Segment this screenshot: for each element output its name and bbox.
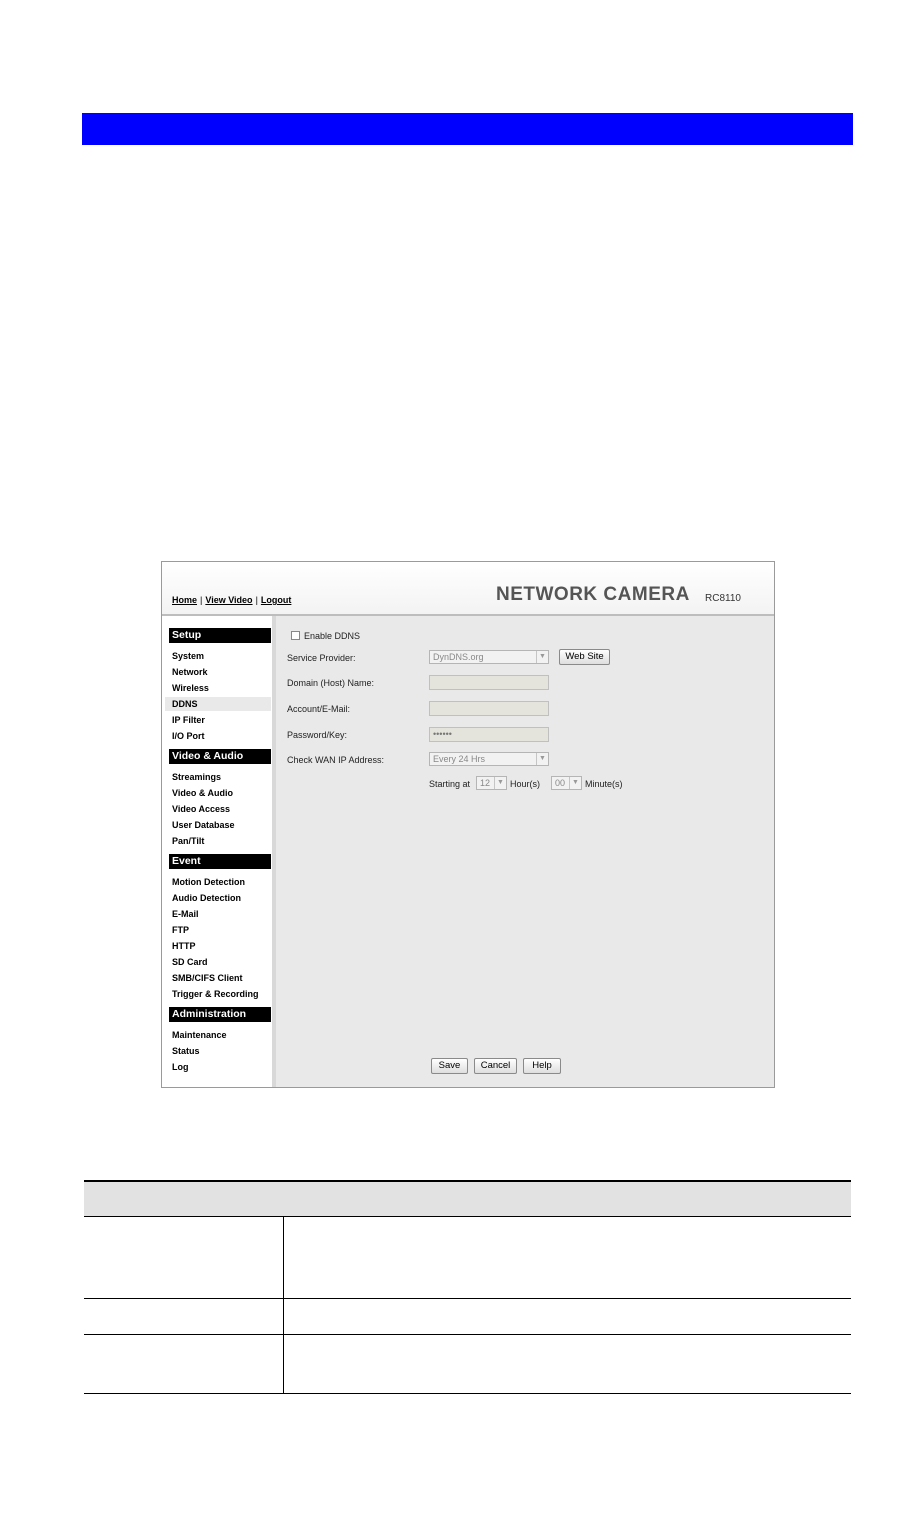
help-button[interactable]: Help [523, 1058, 561, 1074]
section-event: Event [169, 854, 271, 869]
account-email-label: Account/E-Mail: [287, 704, 351, 714]
nav-trigger-recording[interactable]: Trigger & Recording [172, 989, 259, 999]
nav-sd-card[interactable]: SD Card [172, 957, 208, 967]
check-wan-ip-value: Every 24 Hrs [433, 754, 486, 764]
nav-ddns[interactable]: DDNS [165, 697, 271, 711]
minute-value: 00 [555, 778, 566, 788]
service-provider-label: Service Provider: [287, 653, 356, 663]
domain-name-input[interactable] [429, 675, 549, 690]
nav-email[interactable]: E-Mail [172, 909, 199, 919]
password-key-input[interactable]: •••••• [429, 727, 549, 742]
starting-at-label: Starting at [429, 779, 471, 789]
hour-select[interactable] [476, 776, 507, 790]
brand-title: NETWORK CAMERA [496, 584, 690, 605]
cancel-button[interactable]: Cancel [474, 1058, 517, 1074]
service-provider-value: DynDNS.org [433, 652, 484, 662]
chevron-down-icon: ▼ [569, 777, 581, 789]
camera-header [162, 562, 774, 616]
hour-label: Hour(s) [510, 779, 541, 789]
enable-ddns-checkbox[interactable] [291, 631, 300, 640]
domain-name-label: Domain (Host) Name: [287, 678, 375, 688]
minute-select[interactable] [551, 776, 582, 790]
table-row-divider [84, 1298, 851, 1299]
section-banner [82, 113, 853, 145]
nav-io-port[interactable]: I/O Port [172, 731, 205, 741]
nav-http[interactable]: HTTP [172, 941, 196, 951]
nav-video-access[interactable]: Video Access [172, 804, 231, 814]
web-site-button[interactable]: Web Site [559, 649, 610, 665]
nav-ip-filter[interactable]: IP Filter [172, 715, 205, 725]
nav-system[interactable]: System [172, 651, 205, 661]
logout-link[interactable]: Logout [260, 595, 292, 605]
password-key-label: Password/Key: [287, 730, 348, 740]
account-email-input[interactable] [429, 701, 549, 716]
check-wan-ip-select[interactable] [429, 752, 549, 766]
section-administration: Administration [169, 1007, 271, 1022]
nav-video-audio[interactable]: Video & Audio [172, 788, 234, 798]
ddns-screenshot [161, 561, 775, 1088]
nav-log[interactable]: Log [172, 1062, 189, 1072]
minute-label: Minute(s) [585, 779, 623, 789]
nav-network[interactable]: Network [172, 667, 208, 677]
chevron-down-icon: ▼ [536, 753, 548, 765]
hour-value: 12 [480, 778, 491, 788]
nav-wireless[interactable]: Wireless [172, 683, 209, 693]
table-bottom-border [84, 1393, 851, 1394]
chevron-down-icon: ▼ [494, 777, 506, 789]
table-row-divider [84, 1334, 851, 1335]
section-video-audio: Video & Audio [169, 749, 271, 764]
save-button[interactable]: Save [431, 1058, 468, 1074]
nav-streamings[interactable]: Streamings [172, 772, 222, 782]
table-header [84, 1180, 851, 1217]
table-column-divider [283, 1217, 284, 1393]
top-links: Home | View Video | Logout [172, 595, 292, 605]
enable-ddns-label: Enable DDNS [304, 631, 361, 641]
nav-user-database[interactable]: User Database [172, 820, 235, 830]
model-label: RC8110 [705, 593, 741, 604]
nav-status[interactable]: Status [172, 1046, 200, 1056]
ddns-form [276, 616, 774, 1088]
view-video-link[interactable]: View Video [205, 595, 253, 605]
chevron-down-icon: ▼ [536, 651, 548, 663]
nav-smb-cifs-client[interactable]: SMB/CIFS Client [172, 973, 243, 983]
nav-maintenance[interactable]: Maintenance [172, 1030, 227, 1040]
home-link[interactable]: Home [172, 595, 198, 605]
sidebar [162, 616, 276, 1088]
nav-pan-tilt[interactable]: Pan/Tilt [172, 836, 205, 846]
nav-audio-detection[interactable]: Audio Detection [172, 893, 241, 903]
nav-ftp[interactable]: FTP [172, 925, 189, 935]
section-setup: Setup [169, 628, 271, 643]
service-provider-select[interactable] [429, 650, 549, 664]
nav-motion-detection[interactable]: Motion Detection [172, 877, 245, 887]
check-wan-ip-label: Check WAN IP Address: [287, 755, 385, 765]
